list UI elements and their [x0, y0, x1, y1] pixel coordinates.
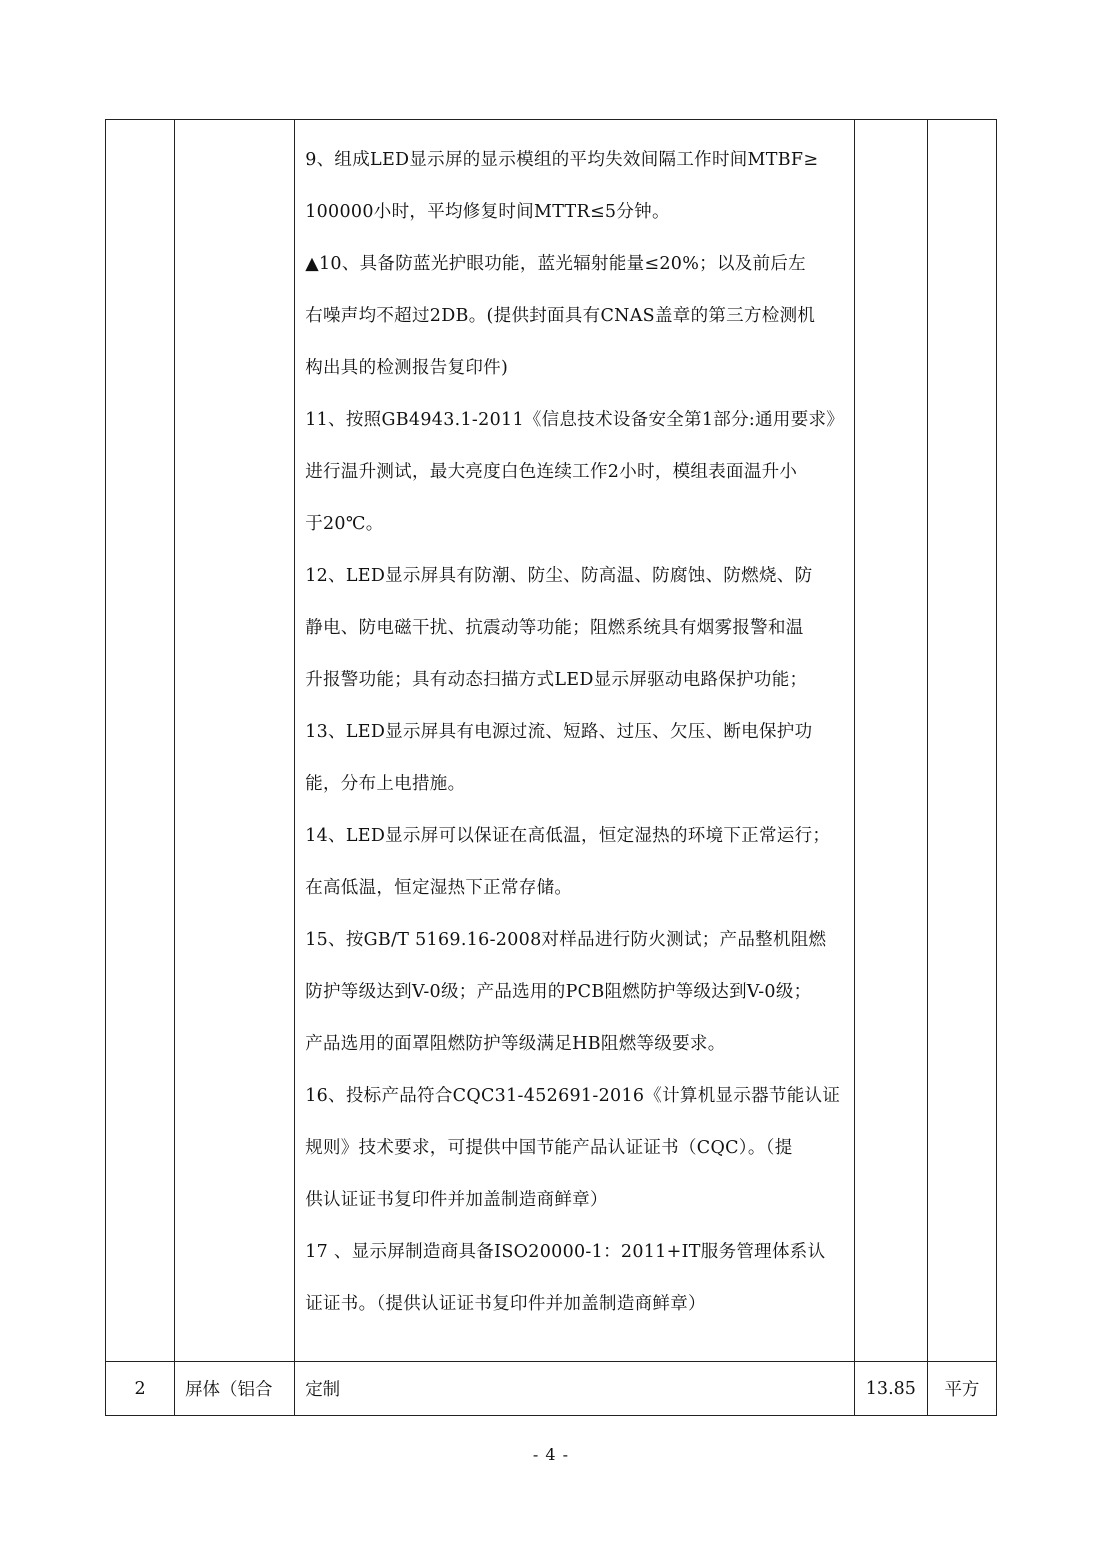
spec-line: 在高低温，恒定湿热下正常存储。: [305, 878, 573, 898]
spec-line: 证证书。（提供认证证书复印件并加盖制造商鲜章）: [305, 1294, 706, 1314]
spec-line: 100000小时，平均修复时间MTTR≤5分钟。: [305, 202, 670, 222]
row-quantity: 13.85: [854, 1362, 927, 1416]
spec-line: 供认证证书复印件并加盖制造商鲜章）: [305, 1190, 608, 1210]
table-row: [106, 1362, 997, 1416]
spec-line: 于20℃。: [305, 514, 384, 534]
spec-line: 13、LED显示屏具有电源过流、短路、过压、欠压、断电保护功: [305, 722, 813, 742]
spec-line: 右噪声均不超过2DB。(提供封面具有CNAS盖章的第三方检测机: [305, 306, 816, 326]
spec-line: 9、组成LED显示屏的显示模组的平均失效间隔工作时间MTBF≥: [305, 150, 819, 170]
spec-line: 升报警功能；具有动态扫描方式LED显示屏驱动电路保护功能；: [305, 670, 808, 690]
spec-line: 11、按照GB4943.1-2011《信息技术设备安全第1部分:通用要求》: [305, 410, 844, 430]
spec-line: 能，分布上电措施。: [305, 774, 466, 794]
spec-line: 16、投标产品符合CQC31-452691-2016《计算机显示器节能认证: [305, 1086, 841, 1106]
name-cell: [175, 120, 295, 1362]
spec-line: ▲10、具备防蓝光护眼功能，蓝光辐射能量≤20%；以及前后左: [305, 254, 806, 274]
spec-cell: [295, 120, 855, 1362]
spec-line: 静电、防电磁干扰、抗震动等功能；阻燃系统具有烟雾报警和温: [305, 618, 804, 638]
spec-line: 防护等级达到V-0级；产品选用的PCB阻燃防护等级达到V-0级；: [305, 982, 812, 1002]
spec-lines: [295, 120, 854, 1341]
spec-line: 进行温升测试，最大亮度白色连续工作2小时，模组表面温升小: [305, 462, 798, 482]
index-cell: [106, 120, 175, 1362]
spec-line: 产品选用的面罩阻燃防护等级满足HB阻燃等级要求。: [305, 1034, 726, 1054]
spec-line: 规则》技术要求，可提供中国节能产品认证证书（CQC）。（提: [305, 1138, 793, 1158]
spec-line: 15、按GB/T 5169.16-2008对样品进行防火测试；产品整机阻燃: [305, 930, 827, 950]
spec-table: [105, 119, 997, 1416]
row-item-name: 屏体（铝合: [175, 1362, 295, 1416]
unit-cell: [927, 120, 996, 1362]
spec-line: 构出具的检测报告复印件): [305, 358, 509, 378]
row-unit: 平方: [927, 1362, 996, 1416]
spec-line: 14、LED显示屏可以保证在高低温，恒定湿热的环境下正常运行；: [305, 826, 831, 846]
table-row: [106, 120, 997, 1362]
row-spec: 定制: [295, 1362, 855, 1416]
row-index: 2: [106, 1362, 175, 1416]
spec-line: 12、LED显示屏具有防潮、防尘、防高温、防腐蚀、防燃烧、防: [305, 566, 813, 586]
quantity-cell: [854, 120, 927, 1362]
spec-line: 17 、显示屏制造商具备ISO20000-1：2011+IT服务管理体系认: [305, 1242, 826, 1262]
page-number: - 4 -: [532, 1445, 570, 1464]
